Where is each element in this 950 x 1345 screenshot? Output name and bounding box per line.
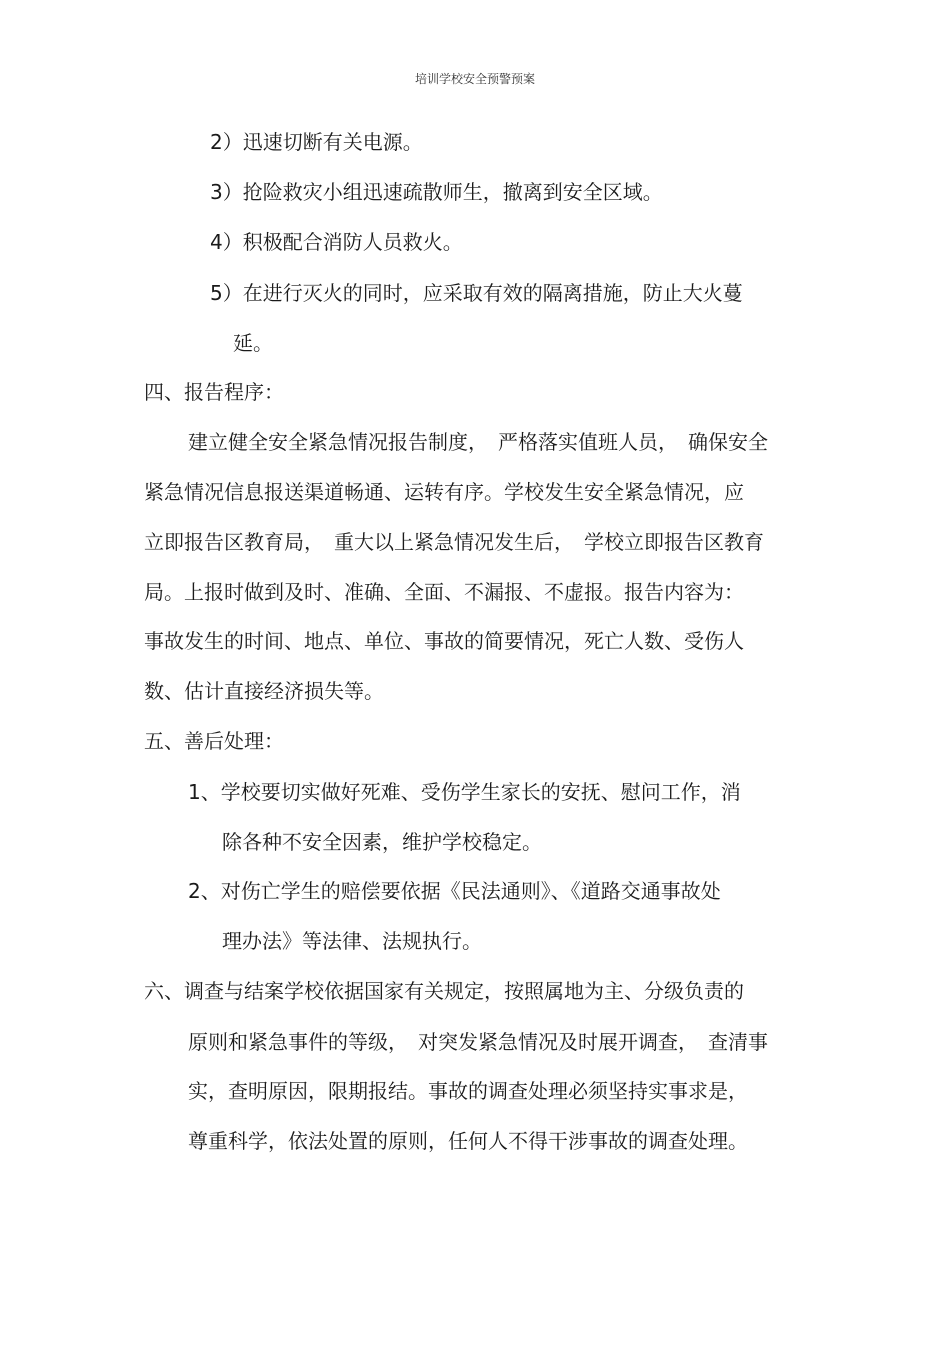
paragraph-line: 原则和紧急事件的等级， 对突发紧急情况及时展开调查， 查清事	[188, 1030, 768, 1054]
list-item-1: 1、学校要切实做好死难、受伤学生家长的安抚、慰问工作，消	[188, 780, 741, 804]
paragraph-line: 实，查明原因，限期报结。事故的调查处理必须坚持实事求是，	[188, 1079, 748, 1103]
section-heading-5: 五、善后处理：	[144, 729, 284, 753]
section-heading-4: 四、报告程序：	[144, 380, 284, 404]
paragraph-line: 事故发生的时间、地点、单位、事故的简要情况，死亡人数、受伤人	[144, 629, 744, 653]
step-4: 4）积极配合消防人员救火。	[210, 230, 463, 254]
list-item-2: 2、对伤亡学生的赔偿要依据《民法通则》、《道路交通事故处	[188, 879, 721, 903]
step-5: 5）在进行灭火的同时，应采取有效的隔离措施，防止大火蔓	[210, 281, 743, 305]
paragraph-line: 立即报告区教育局， 重大以上紧急情况发生后， 学校立即报告区教育	[144, 530, 764, 554]
step-2: 2）迅速切断有关电源。	[210, 130, 423, 154]
paragraph-line: 局。上报时做到及时、准确、全面、不漏报、不虚报。报告内容为：	[144, 580, 744, 604]
step-3: 3）抢险救灾小组迅速疏散师生，撤离到安全区域。	[210, 180, 663, 204]
list-item-2-cont: 理办法》等法律、法规执行。	[222, 929, 482, 953]
page-header: 培训学校安全预警预案	[414, 72, 535, 86]
step-5-cont: 延。	[233, 331, 273, 355]
paragraph-line: 数、估计直接经济损失等。	[144, 679, 384, 703]
paragraph-line: 建立健全安全紧急情况报告制度， 严格落实值班人员， 确保安全	[188, 430, 768, 454]
paragraph-line: 尊重科学，依法处置的原则，任何人不得干涉事故的调查处理。	[188, 1129, 748, 1153]
paragraph-line: 紧急情况信息报送渠道畅通、运转有序。学校发生安全紧急情况，应	[144, 480, 744, 504]
list-item-1-cont: 除各种不安全因素，维护学校稳定。	[222, 830, 542, 854]
section-heading-6: 六、调查与结案学校依据国家有关规定，按照属地为主、分级负责的	[144, 979, 744, 1003]
